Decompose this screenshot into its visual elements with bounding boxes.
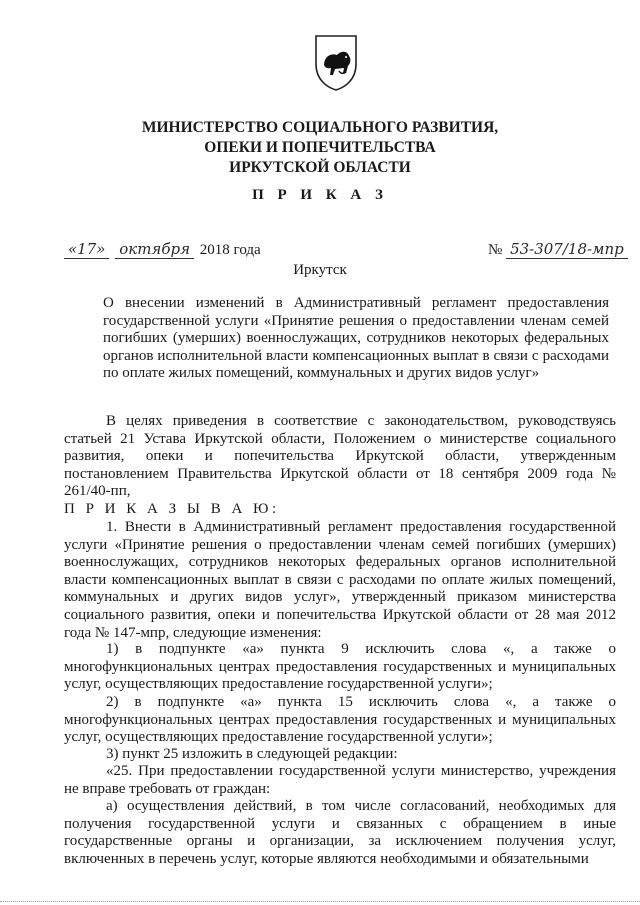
order-number <box>488 240 628 259</box>
subpoint-a-paragraph: а) осуществления действий, в том числе согласований, необходимых для получения государственной услуги и связанных с обращением в иные государственные органы и организации, за исключением получения услуг, включенных в перечень услуг, которые являются необходимыми и обязательными <box>64 798 616 867</box>
number-handwritten: 53-307/18-мпр <box>506 240 628 259</box>
date-day: «17» <box>64 240 109 259</box>
scan-edge-divider <box>0 901 640 903</box>
ministry-name-line-1: МИНИСТЕРСТВО СОЦИАЛЬНОГО РАЗВИТИЯ, <box>141 119 499 136</box>
coat-of-arms-icon <box>313 34 359 92</box>
ministry-name-line-2: ОПЕКИ И ПОПЕЧИТЕЛЬСТВА <box>204 139 436 156</box>
order-date <box>64 240 261 259</box>
subitem-2-paragraph: 2) в подпункте «а» пункта 15 исключить слова «, а также о многофункциональных центрах предоставления государственных и муниципальных услуг, осуществляющих предоставление государственной услуги»; <box>64 694 616 746</box>
city-name: Иркутск <box>293 262 347 278</box>
item-1-paragraph: 1. Внести в Административный регламент предоставления государственной услуги «Принятие решения о предоставлении членам семей погибших (умерших) военнослужащих, сотрудников некоторых федеральных органов исполнительной власти компенсационных выплат в связи с расходами по оплате жилых помещений, коммунальных и других видов услуг», утвержденный приказом министерства социального развития, опеки и попечительства Иркутской области от 28 мая 2012 года № 147-мпр, следующие изменения: <box>64 519 616 641</box>
orders-heading: П Р И К А З Ы В А Ю: <box>64 501 280 517</box>
subitem-1-paragraph: 1) в подпункте «а» пункта 9 исключить слова «, а также о многофункциональных центрах предоставления государственных и муниципальных услуг, осуществляющих предоставление государственной услуги»; <box>64 641 616 693</box>
date-year: 2018 года <box>199 242 261 258</box>
number-sign: № <box>488 242 503 258</box>
document-type-title: П Р И К А З <box>252 187 388 203</box>
subitem-3-paragraph: 3) пункт 25 изложить в следующей редакции: <box>106 746 398 762</box>
preamble-paragraph: В целях приведения в соответствие с законодательством, руководствуясь статьей 21 Устава Иркутской области, Положением о министерстве социального развития, опеки и попечительства Иркутской области, утвержденным постановлением Правительства Иркутской области от 18 сентября 2009 года № 261/40-пп, <box>64 413 616 500</box>
point-25-paragraph: «25. При предоставлении государственной услуги министерство, учреждения не вправе требовать от граждан: <box>64 763 616 797</box>
ministry-name-line-3: ИРКУТСКОЙ ОБЛАСТИ <box>229 159 411 176</box>
order-subject: О внесении изменений в Административный регламент предоставления государственной услуги «Принятие решения о предоставлении членам семей погибших (умерших) военнослужащих, сотрудников некоторых федеральных органов исполнительной власти компенсационных выплат в связи с расходами по оплате жилых помещений, коммунальных и других видов услуг» <box>103 295 609 382</box>
date-month-handwritten: октября <box>115 240 194 259</box>
